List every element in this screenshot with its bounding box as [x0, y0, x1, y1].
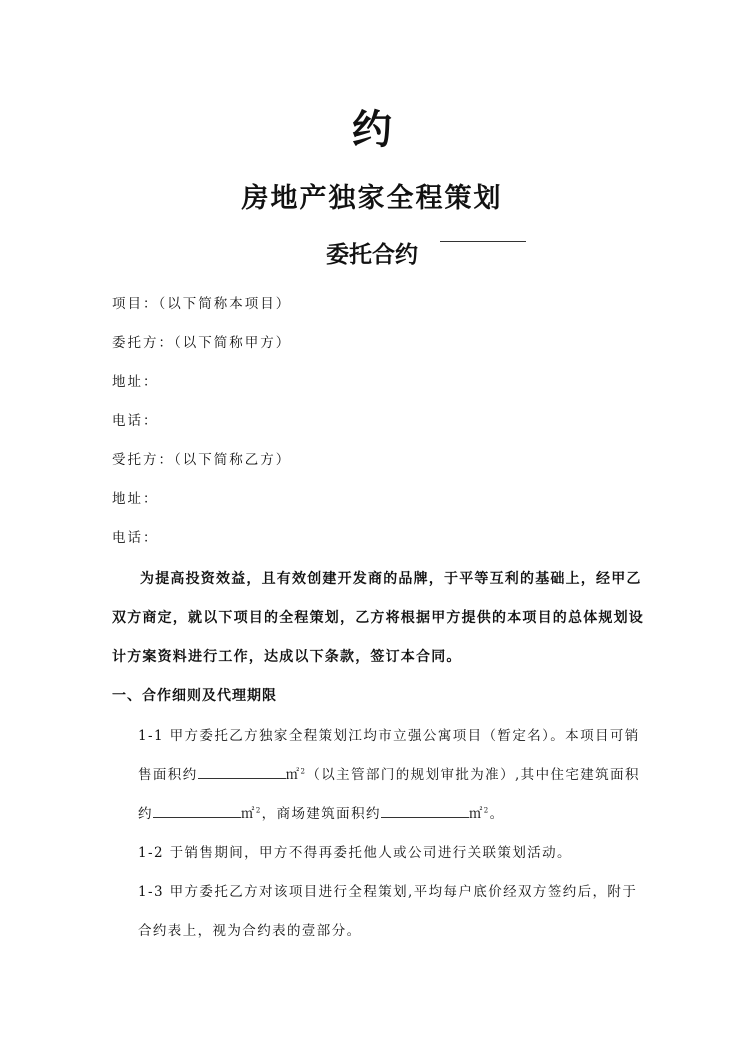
field-client: 委托方：（以下简称甲方）: [112, 335, 292, 351]
field-project: 项目：（以下简称本项目）: [112, 296, 292, 312]
unit-sqm: ㎡: [285, 767, 301, 783]
section-title: 一、合作细则及代理期限: [112, 688, 277, 704]
clause-1-3-line-1: 1-3 甲方委托乙方对该项目进行全程策划,平均每户底价经双方签约后，附于: [138, 884, 638, 900]
clause-1-3-line-2: 合约表上，视为合约表的壹部分。: [138, 923, 362, 939]
intro-line-1: 为提高投资效益，且有效创建开发商的品牌，于平等互利的基础上，经甲乙: [140, 571, 642, 587]
field-client-address: 地址：: [112, 374, 159, 390]
document-subtitle: 委托合约: [326, 241, 418, 268]
unit-sqm: ㎡: [468, 806, 484, 822]
blank-residential-area: [153, 805, 241, 818]
unit-sup: 2: [483, 806, 490, 815]
clause-text: 。: [489, 806, 505, 822]
intro-line-3: 计方案资料进行工作，达成以下条款，签订本合同。: [112, 649, 462, 665]
clause-text: （以主管部门的规划审批为准）,其中住宅建筑面积: [306, 767, 640, 783]
clause-1-1-line-3: [138, 802, 505, 822]
clause-1-1-line-1: 1-1 甲方委托乙方独家全程策划江均市立强公寓项目（暂定名）。本项目可销: [138, 728, 640, 744]
clause-1-1-line-2: [138, 763, 640, 783]
clause-text: 售面积约: [138, 767, 198, 783]
document-subtitle-block: [0, 236, 744, 269]
unit-sup: 2: [300, 767, 307, 776]
blank-commercial-area: [381, 805, 469, 818]
clause-text: 约: [138, 806, 153, 822]
clause-text: ，商场建筑面积约: [261, 806, 381, 822]
blank-sale-area: [198, 766, 286, 779]
document-title: 房地产独家全程策划: [241, 183, 503, 214]
field-agent-phone: 电话：: [112, 530, 159, 546]
intro-line-2: 双方商定，就以下项目的全程策划，乙方将根据甲方提供的本项目的总体规划设: [112, 610, 644, 626]
field-client-phone: 电话：: [112, 413, 159, 429]
field-agent: 受托方：（以下简称乙方）: [112, 452, 292, 468]
heading-character: 约: [352, 106, 392, 153]
unit-sqm: ㎡: [240, 806, 256, 822]
unit-sup: 2: [255, 806, 262, 815]
subtitle-rule: [440, 241, 526, 242]
field-agent-address: 地址：: [112, 491, 159, 507]
clause-1-2: 1-2 于销售期间，甲方不得再委托他人或公司进行关联策划活动。: [138, 845, 572, 861]
